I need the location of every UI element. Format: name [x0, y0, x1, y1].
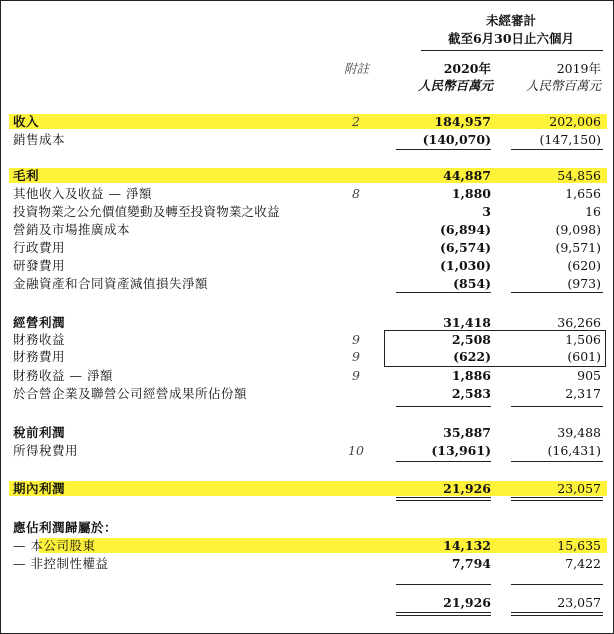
row-value-2020: 31,418 — [443, 315, 491, 330]
row-label: 其他收入及收益 — 淨額 — [13, 186, 152, 201]
row-label: 研發費用 — [13, 258, 66, 273]
row-value-2020: 1,886 — [451, 368, 491, 383]
rule-after-share — [396, 406, 491, 407]
row-note: 9 — [352, 368, 360, 383]
row-value-2019: 905 — [577, 368, 601, 383]
row-value-2020: 3 — [482, 204, 491, 219]
rule-after-impairment — [396, 292, 491, 293]
row-value-2019: 16 — [585, 204, 601, 219]
row-value-2020: (854) — [453, 276, 491, 291]
row-label: — 非控制性權益 — [13, 556, 109, 571]
row-note: 9 — [352, 349, 360, 364]
header-period: 截至6月30日止六個月 — [447, 31, 575, 46]
row-note: 2 — [352, 114, 360, 129]
row-value-2020: 21,926 — [443, 481, 491, 496]
row-value-2019: (9,098) — [555, 222, 601, 237]
row-label: 投資物業之公允價值變動及轉至投資物業之收益 — [13, 204, 280, 219]
rule-after-cost — [396, 149, 491, 150]
unit-2020-header: 人民幣百萬元 — [417, 78, 493, 93]
row-value-2020: (13,961) — [431, 443, 491, 458]
row-label: — 本公司股東 — [13, 538, 96, 553]
row-label: 營銷及市場推廣成本 — [13, 222, 131, 237]
row-value-2020: 14,132 — [443, 538, 491, 553]
row-value-2019: 39,488 — [557, 425, 601, 440]
row-note: 8 — [352, 186, 360, 201]
row-value-2020: (140,070) — [422, 132, 491, 147]
row-value-2020: (622) — [453, 349, 491, 364]
row-label: 銷售成本 — [13, 132, 66, 147]
row-value-2020: 44,887 — [443, 168, 491, 183]
row-label: 財務費用 — [13, 349, 66, 364]
row-value-2019: 2,317 — [565, 386, 601, 401]
row-label: 金融資產和合同資產減值損失淨額 — [13, 276, 209, 291]
row-value-2019: 23,057 — [557, 595, 601, 610]
row-label: 收入 — [13, 114, 40, 129]
row-value-2019: 202,006 — [549, 114, 601, 129]
row-note: 9 — [352, 332, 360, 347]
row-value-2020: 2,583 — [451, 386, 491, 401]
year-2019-header: 2019年 — [556, 61, 601, 76]
rule-before-total-2019 — [511, 584, 603, 585]
row-label: 應佔利潤歸屬於： — [13, 520, 118, 535]
rule-after-tax-2019 — [511, 461, 603, 462]
row-value-2019: 23,057 — [557, 481, 601, 496]
double-rule-profit — [396, 497, 491, 501]
double-rule-profit-2019 — [511, 497, 603, 501]
row-value-2019: 1,656 — [565, 186, 601, 201]
row-value-2019: 15,635 — [557, 538, 601, 553]
row-value-2019: (16,431) — [547, 443, 601, 458]
row-value-2020: 21,926 — [443, 595, 491, 610]
rule-after-tax — [396, 461, 491, 462]
row-value-2020: 2,508 — [451, 332, 491, 347]
row-value-2019: (620) — [567, 258, 601, 273]
row-label: 財務收益 — [13, 332, 66, 347]
row-value-2020: (6,574) — [440, 240, 491, 255]
rule-after-cost-2019 — [511, 149, 603, 150]
row-value-2020: 184,957 — [434, 114, 491, 129]
notes-column-header: 附註 — [344, 61, 370, 76]
row-value-2019: 1,506 — [565, 332, 601, 347]
row-value-2019: (9,571) — [555, 240, 601, 255]
row-value-2020: 1,880 — [451, 186, 491, 201]
row-label: 經營利潤 — [13, 315, 66, 330]
row-label: 於合營企業及聯營公司經營成果所佔份額 — [13, 386, 248, 401]
row-label: 稅前利潤 — [13, 425, 66, 440]
row-value-2020: 7,794 — [451, 556, 491, 571]
header-unaudited: 未經審計 — [485, 13, 536, 28]
rule-after-share-2019 — [511, 406, 603, 407]
row-value-2019: (973) — [567, 276, 601, 291]
row-label: 期內利潤 — [13, 481, 66, 496]
row-label: 所得稅費用 — [13, 443, 79, 458]
row-value-2019: 7,422 — [565, 556, 601, 571]
row-value-2020: 35,887 — [443, 425, 491, 440]
row-note: 10 — [348, 443, 364, 458]
row-value-2020: (1,030) — [440, 258, 491, 273]
row-value-2019: (147,150) — [539, 132, 601, 147]
rule-before-total — [396, 584, 491, 585]
row-label: 毛利 — [13, 168, 40, 183]
row-value-2019: 54,856 — [557, 168, 601, 183]
header-underline — [421, 50, 603, 51]
unit-2019-header: 人民幣百萬元 — [525, 78, 601, 93]
rule-after-impairment-2019 — [511, 292, 603, 293]
year-2020-header: 2020年 — [443, 61, 491, 76]
row-label: 財務收益 — 淨額 — [13, 368, 113, 383]
row-value-2019: (601) — [567, 349, 601, 364]
row-value-2019: 36,266 — [557, 315, 601, 330]
row-label: 行政費用 — [13, 240, 66, 255]
double-rule-total-2019 — [511, 612, 603, 616]
double-rule-total — [396, 612, 491, 616]
row-value-2020: (6,894) — [440, 222, 491, 237]
